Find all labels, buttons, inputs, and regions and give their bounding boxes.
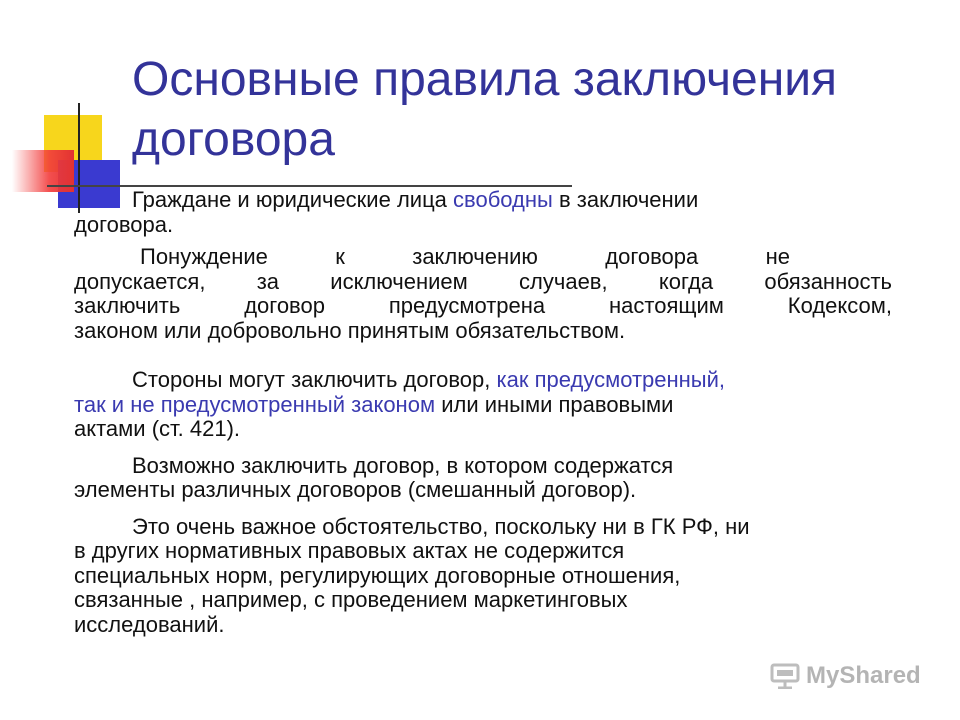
p3-text-a: Стороны могут заключить договор, — [132, 367, 497, 392]
paragraph-4 — [74, 454, 892, 503]
slide-body — [74, 188, 892, 637]
title-line-2: договора — [132, 113, 335, 166]
watermark — [770, 660, 921, 692]
p1-text-c: договора. — [74, 211, 174, 237]
presentation-board-icon — [770, 663, 800, 689]
p3-text-b: или иными правовыми — [435, 391, 674, 417]
p5-line-1: Это очень важное обстоятельство, поскольку ни в ГК РФ, ни — [132, 513, 750, 539]
watermark-text: MyShared — [806, 662, 921, 689]
p1-text-a: Граждане и юридические лица — [132, 187, 454, 212]
p5-line-2: в других нормативных правовых актах не содержится — [74, 538, 625, 563]
p1-text-b: в заключении — [552, 187, 699, 212]
slide-title — [132, 50, 932, 170]
p3-highlight-1: как предусмотренный, — [496, 367, 726, 392]
p2-line-4: законом или добровольно принятым обязательством. — [74, 317, 626, 343]
title-line-1: Основные правила заключения — [132, 53, 838, 106]
p5-line-5: исследований. — [74, 611, 225, 637]
paragraph-5 — [74, 515, 892, 638]
p2-line-2: допускается, за исключением случаев, когда обязанность — [74, 268, 892, 294]
p4-line-1: Возможно заключить договор, в котором содержатся — [132, 452, 674, 478]
paragraph-2 — [74, 245, 892, 343]
p5-line-4: связанные , например, с проведением маркетинговых — [74, 587, 628, 612]
p4-line-2: элементы различных договоров (смешанный договор). — [74, 477, 637, 502]
paragraph-1 — [74, 188, 892, 237]
p2-line-1: Понуждение к заключению договора не — [140, 244, 790, 269]
p2-line-3: заключить договор предусмотрена настоящим Кодексом, — [74, 293, 892, 318]
p1-highlight: свободны — [453, 187, 553, 212]
p5-line-3: специальных норм, регулирующих договорные отношения, — [74, 562, 681, 588]
p3-highlight-2: так и не предусмотренный законом — [74, 391, 436, 417]
p3-text-c: актами (ст. 421). — [74, 416, 241, 441]
paragraph-3 — [74, 368, 892, 442]
